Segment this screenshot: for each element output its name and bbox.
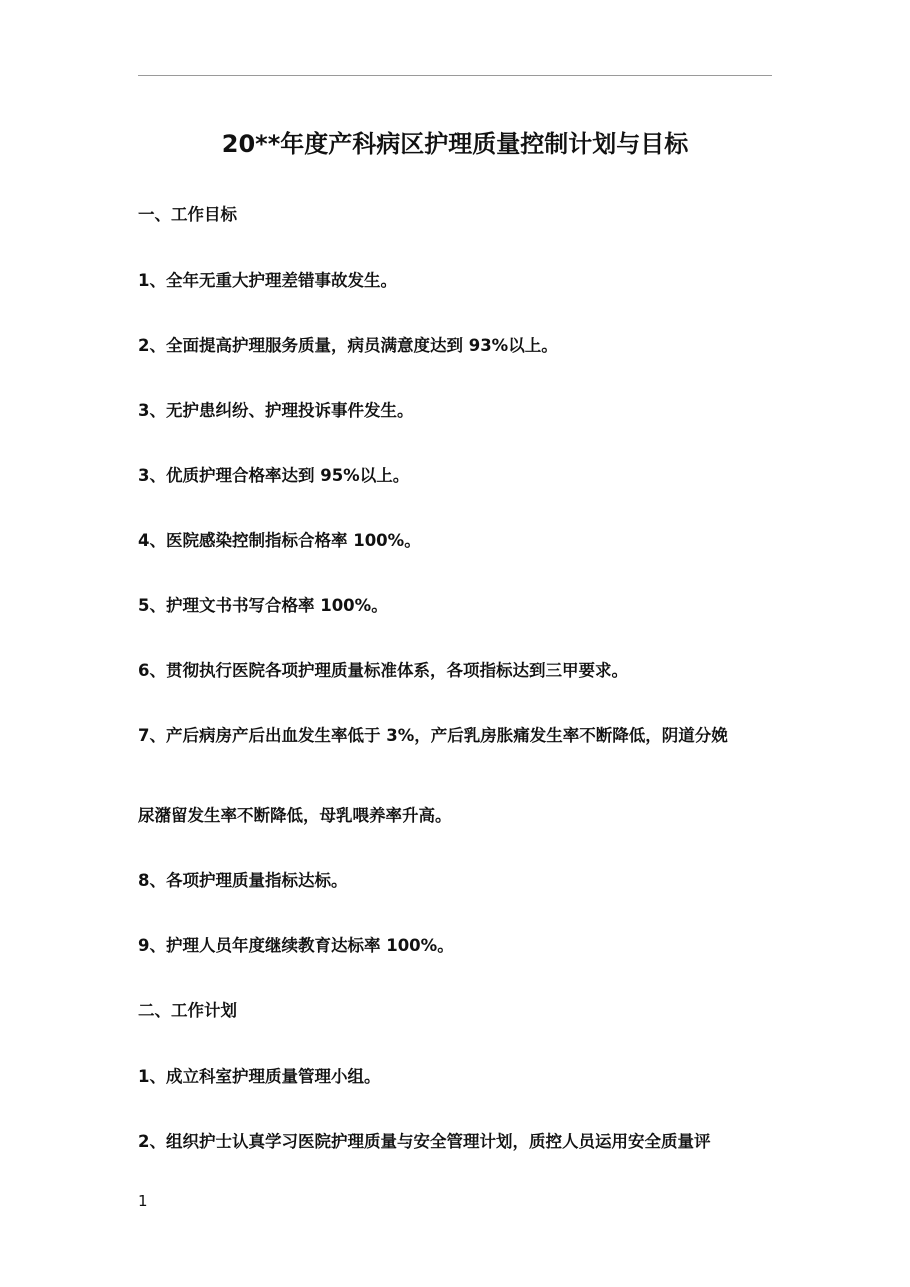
document-title: 20**年度产科病区护理质量控制计划与目标 [221, 130, 689, 158]
header-rule [138, 75, 772, 76]
goal-item: 3、优质护理合格率达到 95%以上。 [138, 466, 410, 485]
section-heading-goals: 一、工作目标 [138, 205, 237, 224]
goal-item: 4、医院感染控制指标合格率 100%。 [138, 531, 421, 550]
goal-item: 9、护理人员年度继续教育达标率 100%。 [138, 936, 454, 955]
section-heading-plan: 二、工作计划 [138, 1001, 237, 1020]
goal-item: 5、护理文书书写合格率 100%。 [138, 596, 388, 615]
plan-item: 1、成立科室护理质量管理小组。 [138, 1067, 381, 1086]
goal-item: 7、产后病房产后出血发生率低于 3%，产后乳房胀痛发生率不断降低，阴道分娩 [138, 726, 728, 745]
plan-item: 2、组织护士认真学习医院护理质量与安全管理计划，质控人员运用安全质量评 [138, 1132, 711, 1151]
goal-item: 6、贯彻执行医院各项护理质量标准体系，各项指标达到三甲要求。 [138, 661, 628, 680]
page-number: 1 [138, 1192, 148, 1210]
goal-item: 2、全面提高护理服务质量，病员满意度达到 93%以上。 [138, 336, 558, 355]
goal-item: 3、无护患纠纷、护理投诉事件发生。 [138, 401, 414, 420]
goal-item: 1、全年无重大护理差错事故发生。 [138, 271, 397, 290]
goal-item-continuation: 尿潴留发生率不断降低，母乳喂养率升高。 [138, 806, 452, 825]
goal-item: 8、各项护理质量指标达标。 [138, 871, 348, 890]
